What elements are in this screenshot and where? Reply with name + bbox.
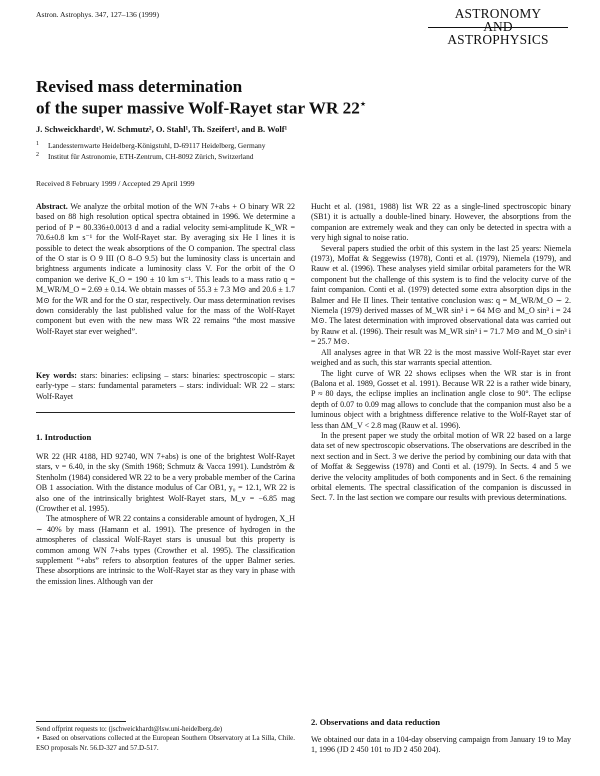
section-1-heading: 1. Introduction: [36, 432, 92, 442]
intro-paragraph-6: The light curve of WR 22 shows eclipses when the WR star is in front (Balona et al. 1989, Gosset et al. 1991). Because WR 22 is a rather wide binary, P ≈ 80 days, the eclipse implies an inclination angle close to 90°. The eclipse depth of 0.07 to 0.09 mag allows to conclude that the companion must also be a luminous object with a brightness difference relative to the Wolf-Rayet star of less than ΔM_V < 2.8 mag (Rauw et al. 1996).: [311, 368, 571, 430]
logo-line-1: ASTRONOMY: [454, 6, 542, 21]
abstract: [36, 202, 295, 337]
footnote-rule: [36, 721, 126, 722]
received-dates: Received 8 February 1999 / Accepted 29 April 1999: [36, 179, 195, 188]
abstract-text: We analyze the orbital motion of the WN 7+abs + O binary WR 22 based on 88 high resolution optical spectra obtained in 1996. We determine a period of P = 80.336±0.0013 d and a radial velocity semi-amplitude K_WR = 70.6±0.8 km s⁻¹ for the Wolf-Rayet star. By averaging six He I lines it is possible to detect the weak absorptions of the O companion. The spectral class of the O star is O 9 III (O 8–O 9.5) but the luminosity class is uncertain and brightness arguments indicate a luminosity class V. For the orbit of the O companion we derive K_O = 190 ± 10 km s⁻¹. This leads to a mass ratio q = M_WR/M_O = 2.69 ± 0.14. We obtain masses of 55.3 ± 7.3 M⊙ and 20.6 ± 1.7 M⊙ for the WR and for the O star, respectively. Our mass determination revises down considerably the last published value for the mass of the Wolf-Rayet component but even with the new mass WR 22 remains “the most massive Wolf-Rayet star ever weighed”.: [36, 202, 295, 336]
intro-paragraph-4: Several papers studied the orbit of this system in the last 25 years: Niemela (1973), Moffat & Seggewiss (1978), Conti et al. (1979), Niemela (1979), and Rauw et al. (1996). These analyses yield similar orbital parameters for the WR component but the challenge of this system is to find the velocity curve of the faint companion. Conti et al. (1979) detected some extra absorption dips in the Balmer and He II lines. Their tentative conclusion was: q = M_WR/M_O ∼ 2. Niemela (1979) derived masses of M_WR sin³ i = 64 M⊙ and M_O sin³ i = 24 M⊙. The latest determination with improved observational data was carried out by Rauw et al. (1996). Their result was M_WR sin³ i = 71.7 M⊙ and M_O sin³ i = 25.7 M⊙.: [311, 243, 571, 347]
footnotes: [36, 725, 295, 753]
keywords-label: Key words:: [36, 371, 77, 380]
section-2-paragraph-1: We obtained our data in a 104-day observing campaign from January 19 to May 1, 1996 (JD 2 450 101 to JD 2 450 204).: [311, 735, 571, 755]
section-2-body: [311, 735, 571, 756]
keywords-text: stars: binaries: eclipsing – stars: binaries: spectroscopic – stars: early-type – stars: fundamental parameters – stars: individual: WR 22 – stars: Wolf-Rayet: [36, 371, 296, 401]
logo-line-2: AND: [483, 18, 513, 34]
footnote-eso: ⋆ Based on observations collected at the European Southern Observatory at La Silla, Chile. ESO proposals Nr. 56.D-327 and 57.D-517.: [36, 734, 295, 752]
affiliation-1: 1 Landessternwarte Heidelberg-Königstuhl, D-69117 Heidelberg, Germany: [36, 141, 266, 150]
section-2-heading: 2. Observations and data reduction: [311, 717, 441, 727]
keywords: [36, 371, 295, 402]
logo-rule: [428, 27, 568, 28]
intro-body: [36, 452, 295, 587]
intro-paragraph-1: WR 22 (HR 4188, HD 92740, WN 7+abs) is one of the brightest Wolf-Rayet stars, v = 6.40, in the sky (Smith 1968; Schmutz & Vacca 1991). Lundström & Stenholm (1984) considered WR 22 to be a very probable member of the Carina OB 1 association. With the distance modulus of Car OB1, y₀ = 12.1, WR 22 is also one of the intrinsically brightest Wolf-Rayet stars, M_v = −6.85 mag (Crowther et al. 1995).: [36, 452, 295, 514]
right-column-body: [311, 202, 571, 504]
paper-title: [36, 78, 556, 118]
abstract-label: Abstract.: [36, 202, 68, 211]
title-line-2: of the super massive Wolf-Rayet star WR 22⋆: [36, 98, 367, 118]
footnote-offprint: Send offprint requests to: (jschweickhardt@lsw.uni-heidelberg.de): [36, 725, 223, 733]
intro-paragraph-3: Hucht et al. (1981, 1988) list WR 22 as a single-lined spectroscopic binary (SB1) it is actually a double-lined binary. However, the absorptions from the companion are extremely weak and they can only be detected in spectra with a very high signal to noise ratio.: [311, 202, 571, 243]
logo-line-3: ASTROPHYSICS: [447, 31, 549, 47]
title-line-1: Revised mass determination: [36, 77, 243, 96]
title-footnote-mark: ⋆: [359, 99, 367, 110]
affiliation-2: 2 Institut für Astronomie, ETH-Zentrum, CH-8092 Zürich, Switzerland: [36, 152, 254, 161]
intro-paragraph-7: In the present paper we study the orbital motion of WR 22 based on a large data set of new spectroscopic observations. The observations are described in the next section and in Sect. 3 we derive the period by combining our data with that of Moffat & Seggewiss (1978) and Conti et al. (1979). In Sects. 4 and 5 we derive the velocity amplitudes of both components and in Sect. 6 the remaining orbital elements. The spectral classification of the companion is discussed in Sect. 7. In the last section we compare our results with previous determinations.: [311, 430, 571, 503]
journal-citation: Astron. Astrophys. 347, 127–136 (1999): [36, 10, 159, 19]
intro-paragraph-2: The atmosphere of WR 22 contains a considerable amount of hydrogen, X_H ∼ 40% by mass (Hamann et al. 1991). The presence of hydrogen in the atmospheres of classical Wolf-Rayet stars is unusual but this property is common among WN 7+abs types (Crowther et al. 1995). The classification supplement “+abs” refers to absorption features of the upper Balmer series. These absorptions are intrinsic to the Wolf-Rayet star as they vary in phase with the emission lines. Although van der: [36, 514, 295, 586]
intro-paragraph-5: All analyses agree in that WR 22 is the most massive Wolf-Rayet star ever weighed and as such, this star warrants special attention.: [311, 347, 571, 368]
abstract-divider: [36, 412, 295, 413]
author-list: J. Schweickhardt¹, W. Schmutz², O. Stahl¹, Th. Szeifert¹, and B. Wolf¹: [36, 124, 288, 134]
